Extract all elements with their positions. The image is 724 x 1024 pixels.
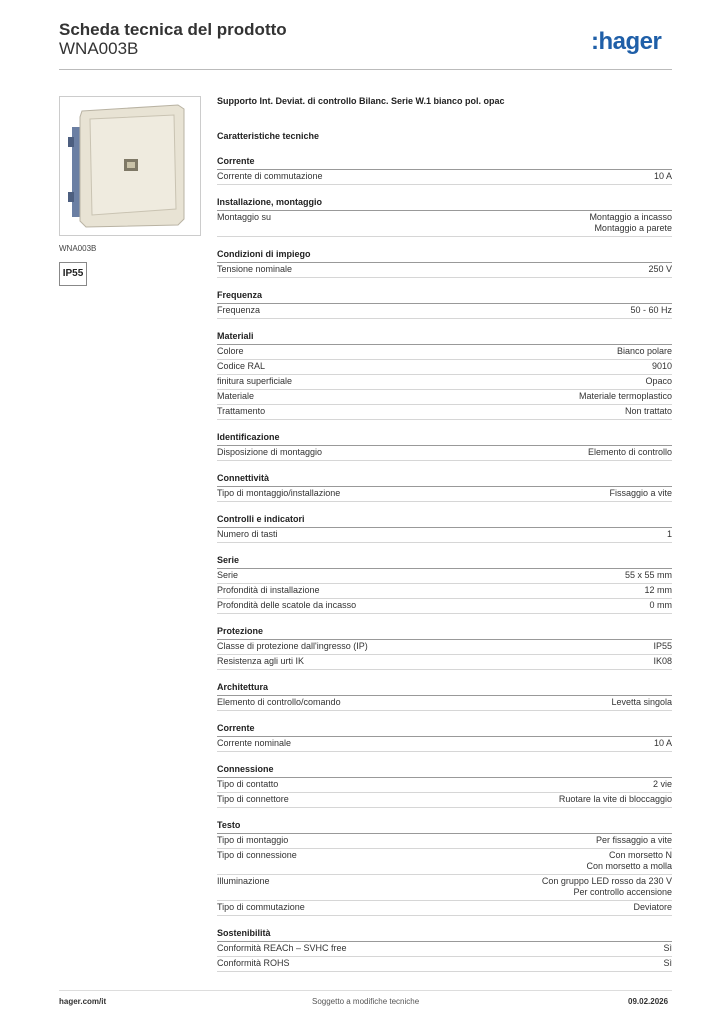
spec-value-line: 50 - 60 Hz [630,305,672,315]
spec-value-line: Ruotare la vite di bloccaggio [558,794,672,804]
spec-value [609,488,672,499]
spec-row [217,405,672,420]
spec-group [217,723,672,752]
spec-group [217,682,672,711]
product-description: Supporto Int. Deviat. di controllo Bilanc. Serie W.1 bianco pol. opac [217,96,505,106]
product-code: WNA003B [59,39,139,58]
spec-row [217,875,672,901]
spec-group-title: Connettività [217,473,672,487]
spec-value-line: 0 mm [649,600,672,610]
spec-label: Materiale [217,391,255,401]
spec-value [654,738,672,749]
spec-label: Disposizione di montaggio [217,447,323,457]
spec-group [217,764,672,808]
spec-label: Tipo di connessione [217,850,297,860]
spec-row [217,487,672,502]
spec-row [217,569,672,584]
footer-divider [59,990,672,991]
header-divider [59,69,672,70]
spec-label: Illuminazione [217,876,270,886]
spec-value-line: Con morsetto N [608,850,672,860]
spec-label: Codice RAL [217,361,266,371]
spec-group-title: Installazione, montaggio [217,197,672,211]
spec-row [217,360,672,375]
spec-group [217,820,672,916]
footer-note: Soggetto a modifiche tecniche [312,997,420,1006]
spec-value [617,346,672,357]
spec-label: finitura superficiale [217,376,293,386]
spec-value [611,697,672,708]
spec-row [217,696,672,711]
spec-group-title: Serie [217,555,672,569]
spec-label: Tipo di montaggio [217,835,289,845]
spec-row [217,957,672,972]
spec-group-title: Controlli e indicatori [217,514,672,528]
spec-row [217,446,672,461]
spec-label: Serie [217,570,239,580]
spec-value [542,876,672,898]
spec-value-line: Fissaggio a vite [609,488,672,498]
page-title: Scheda tecnica del prodotto [59,20,287,39]
spec-row [217,375,672,390]
spec-label: Profondità delle scatole da incasso [217,600,357,610]
spec-value-line: Con gruppo LED rosso da 230 V [541,876,672,886]
spec-group-title: Condizioni di impiego [217,249,672,263]
spec-value [653,641,672,652]
hager-logo: :hager [591,28,662,55]
spec-value-line: Per controllo accensione [573,887,672,897]
spec-group-title: Frequenza [217,290,672,304]
spec-value [586,850,672,872]
spec-value [589,212,672,234]
spec-row [217,640,672,655]
spec-label: Corrente di commutazione [217,171,323,181]
spec-group-title: Testo [217,820,672,834]
spec-value-line: IK08 [653,656,672,666]
spec-row [217,834,672,849]
spec-label: Tipo di montaggio/installazione [217,488,341,498]
spec-label: Tipo di connettore [217,794,289,804]
spec-row [217,599,672,614]
spec-group [217,290,672,319]
spec-value [630,305,672,316]
switch-illustration [60,97,200,235]
spec-value [663,958,672,969]
spec-label: Profondità di installazione [217,585,320,595]
spec-value-line: Opaco [645,376,672,386]
specifications-section [217,130,672,984]
spec-value [653,779,672,790]
spec-label: Frequenza [217,305,261,315]
image-caption: WNA003B [59,244,97,253]
spec-group [217,928,672,972]
spec-group [217,626,672,670]
spec-value-line: 55 x 55 mm [624,570,672,580]
spec-group [217,331,672,420]
spec-value-line: Sì [663,958,672,968]
spec-group-title: Corrente [217,723,672,737]
spec-value-line: IP55 [653,641,672,651]
spec-label: Classe di protezione dall'ingresso (IP) [217,641,368,651]
ip-rating-badge: IP55 [59,262,87,286]
spec-value-line: Sì [663,943,672,953]
spec-row [217,737,672,752]
spec-value [596,835,672,846]
spec-value-line: Levetta singola [611,697,672,707]
spec-group [217,555,672,614]
spec-value-line: Bianco polare [616,346,672,356]
spec-group [217,473,672,502]
spec-value [644,585,672,596]
footer-date: 09.02.2026 [628,997,669,1006]
spec-group-title: Identificazione [217,432,672,446]
spec-value [633,902,672,913]
spec-group-title: Connessione [217,764,672,778]
spec-label: Conformità REACh – SVHC free [217,943,347,953]
spec-row [217,304,672,319]
spec-label: Trattamento [217,406,266,416]
spec-row [217,584,672,599]
spec-value [667,529,672,540]
spec-value-line: Materiale termoplastico [578,391,672,401]
spec-value [648,264,672,275]
spec-row [217,793,672,808]
footer-website-link[interactable]: hager.com/it [59,997,107,1006]
spec-value [559,794,672,805]
spec-group-title: Architettura [217,682,672,696]
spec-label: Montaggio su [217,212,272,222]
spec-value [625,406,672,417]
spec-value-line: 9010 [651,361,672,371]
spec-group [217,432,672,461]
spec-value-line: Elemento di controllo [587,447,672,457]
spec-label: Tipo di contatto [217,779,279,789]
spec-value-line: Con morsetto a molla [586,861,672,871]
spec-row [217,211,672,237]
spec-value-line: 1 [666,529,672,539]
spec-label: Colore [217,346,244,356]
spec-value-line: 2 vie [652,779,672,789]
spec-label: Tipo di commutazione [217,902,305,912]
spec-row [217,345,672,360]
spec-value-line: Non trattato [624,406,672,416]
spec-label: Conformità ROHS [217,958,290,968]
spec-row [217,655,672,670]
spec-row [217,170,672,185]
spec-group-title: Protezione [217,626,672,640]
spec-row [217,778,672,793]
spec-value [652,361,672,372]
spec-value [625,570,672,581]
spec-label: Corrente nominale [217,738,292,748]
spec-row [217,263,672,278]
spec-value-line: Montaggio a incasso [589,212,672,222]
spec-row [217,849,672,875]
spec-value [663,943,672,954]
spec-group [217,249,672,278]
spec-row [217,390,672,405]
spec-value [650,600,673,611]
spec-value [588,447,672,458]
spec-group [217,197,672,237]
spec-group [217,156,672,185]
spec-value-line: Per fissaggio a vite [595,835,672,845]
spec-value-line: 10 A [653,738,672,748]
spec-label: Tensione nominale [217,264,293,274]
spec-value [579,391,672,402]
spec-value [654,171,672,182]
specifications-title: Caratteristiche tecniche [217,131,320,141]
spec-row [217,901,672,916]
spec-row [217,528,672,543]
spec-value-line: Montaggio a parete [594,223,672,233]
spec-label: Resistenza agli urti IK [217,656,305,666]
spec-row [217,942,672,957]
spec-value [645,376,672,387]
spec-label: Elemento di controllo/comando [217,697,341,707]
spec-value-line: 12 mm [644,585,672,595]
spec-group-title: Sostenibilità [217,928,672,942]
spec-value [653,656,672,667]
spec-group-title: Materiali [217,331,672,345]
spec-value-line: 10 A [653,171,672,181]
spec-group [217,514,672,543]
product-image [59,96,201,236]
spec-value-line: 250 V [648,264,672,274]
spec-group-title: Corrente [217,156,672,170]
spec-label: Numero di tasti [217,529,278,539]
spec-value-line: Deviatore [633,902,672,912]
